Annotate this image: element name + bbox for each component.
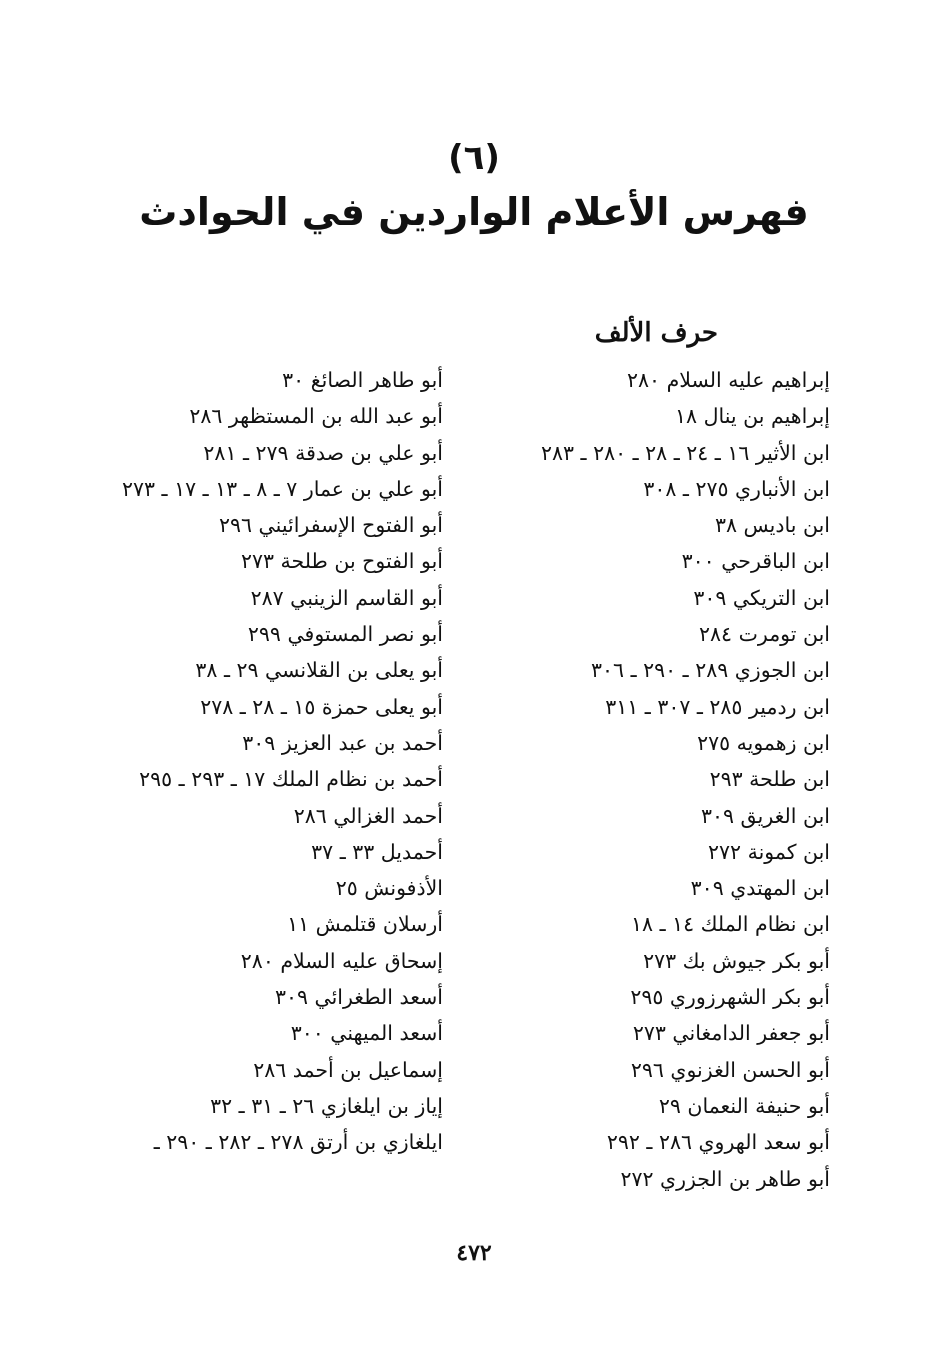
index-entry: ابن ردمير ٢٨٥ ـ ٣٠٧ ـ ٣١١ (605, 694, 830, 719)
index-entry: أحمديل ٣٣ ـ ٣٧ (311, 839, 443, 864)
index-entry: ابن تومرت ٢٨٤ (699, 622, 830, 647)
index-entry: أبو جعفر الدامغاني ٢٧٣ (632, 1021, 830, 1046)
index-entry: أبو يعلى حمزة ١٥ ـ ٢٨ ـ ٢٧٨ (200, 694, 443, 719)
index-entry: ابن الغريق ٣٠٩ (700, 803, 830, 828)
index-entry: أبو نصر المستوفي ٢٩٩ (247, 622, 443, 647)
index-entry: ابن الجوزي ٢٨٩ ـ ٢٩٠ ـ ٣٠٦ (591, 658, 830, 683)
index-entry: ابن الأثير ١٦ ـ ٢٤ ـ ٢٨ ـ ٢٨٠ ـ ٢٨٣ (540, 440, 830, 465)
index-entry: أحمد الغزالي ٢٨٦ (293, 803, 443, 828)
index-entry: ابن زهمويه ٢٧٥ (697, 730, 830, 755)
index-entry: إسحاق عليه السلام ٢٨٠ (240, 948, 443, 973)
index-entry: الأذفونش ٢٥ (335, 876, 443, 901)
index-entry: ابن التريكي ٣٠٩ (693, 585, 830, 610)
index-entry: أبو علي بن عمار ٧ ـ ٨ ـ ١٣ ـ ١٧ ـ ٢٧٣ (121, 476, 443, 501)
index-entry: أسعد الطغرائي ٣٠٩ (274, 985, 443, 1010)
index-entry: إبراهيم بن ينال ١٨ (675, 404, 830, 429)
index-entry: أبو سعد الهروي ٢٨٦ ـ ٢٩٢ (606, 1130, 830, 1155)
index-entry: إياز بن ايلغازي ٢٦ ـ ٣١ ـ ٣٢ (210, 1093, 443, 1118)
chapter-number: (٦) (448, 138, 500, 178)
index-entry: ابن كمونة ٢٧٢ (708, 839, 830, 864)
index-column-left (98, 362, 443, 1161)
index-entry: أبو يعلى بن القلانسي ٢٩ ـ ٣٨ (195, 658, 443, 683)
index-entry: أحمد بن نظام الملك ١٧ ـ ٢٩٣ ـ ٢٩٥ (139, 767, 443, 792)
index-entry: أحمد بن عبد العزيز ٣٠٩ (242, 730, 443, 755)
index-entry: أبو الحسن الغزنوي ٢٩٦ (630, 1057, 830, 1082)
index-entry: ابن نظام الملك ١٤ ـ ١٨ (631, 912, 830, 937)
index-entry: ابن المهتدي ٣٠٩ (690, 876, 830, 901)
index-entry: ابن طلحة ٢٩٣ (709, 767, 830, 792)
index-entry: أبو حنيفة النعمان ٢٩ (658, 1093, 830, 1118)
index-entry: ابن الأنباري ٢٧٥ ـ ٣٠٨ (643, 476, 830, 501)
index-entry: أبو الفتوح الإسفرائيني ٢٩٦ (218, 513, 443, 538)
page-number: ٤٧٢ (456, 1240, 492, 1266)
index-entry: إبراهيم عليه السلام ٢٨٠ (627, 368, 830, 392)
index-entry: أبو عبد الله بن المستظهر ٢٨٦ (189, 404, 443, 429)
page-title: فهرس الأعلام الواردين في الحوادث (139, 190, 809, 234)
index-entry: أبو القاسم الزينبي ٢٨٧ (250, 585, 443, 610)
index-entry: إسماعيل بن أحمد ٢٨٦ (253, 1057, 443, 1082)
index-entry: ايلغازي بن أرتق ٢٧٨ ـ ٢٨٢ ـ ٢٩٠ ـ (153, 1130, 443, 1155)
index-entry: أبو طاهر بن الجزري ٢٧٢ (620, 1166, 830, 1191)
index-entry: أرسلان قتلمش ١١ (287, 912, 443, 937)
index-column-right (490, 362, 830, 1197)
index-entry: أبو الفتوح بن طلحة ٢٧٣ (240, 549, 443, 574)
index-entry: أبو طاهر الصائغ ٣٠ (282, 368, 443, 392)
index-entry: ابن باديس ٣٨ (715, 513, 830, 538)
section-heading: حرف الألف (594, 318, 718, 348)
index-entry: أبو علي بن صدقة ٢٧٩ ـ ٢٨١ (203, 440, 443, 465)
index-entry: أبو بكر جيوش بك ٢٧٣ (643, 948, 830, 973)
index-entry: أبو بكر الشهرزوري ٢٩٥ (630, 985, 830, 1010)
index-entry: ابن الباقرحي ٣٠٠ (681, 549, 830, 574)
index-entry: أسعد الميهني ٣٠٠ (290, 1021, 443, 1046)
